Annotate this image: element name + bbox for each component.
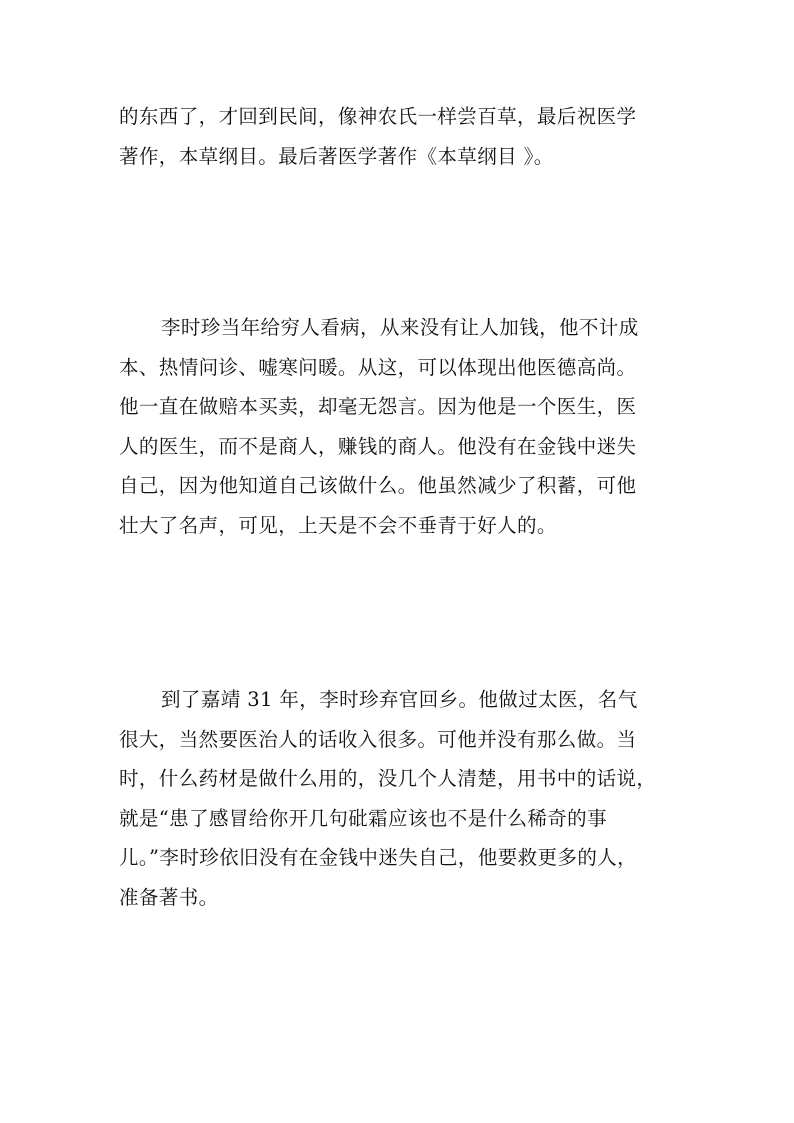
text-line: 著作，本草纲目。最后著医学著作《本草纲目 》。	[119, 144, 554, 168]
text-line: 到了嘉靖 31 年，李时珍弃官回乡。他做过太医，名气	[161, 688, 638, 711]
paragraph-1	[119, 97, 681, 176]
text-line: 准备著书。	[119, 885, 219, 909]
text-line: 自己，因为他知道自己该做什么。他虽然减少了积蓄，可他	[119, 474, 637, 497]
text-line: 人的医生，而不是商人，赚钱的商人。他没有在金钱中迷失	[119, 434, 637, 458]
text-line: 很大，当然要医治人的话收入很多。可他并没有那么做。当	[119, 727, 637, 751]
paragraph-2	[119, 308, 681, 545]
text-line: 时，什么药材是做什么用的，没几个人清楚，用书中的话说，	[119, 767, 657, 790]
paragraph-3	[119, 680, 681, 917]
text-line: 儿。”李时珍依旧没有在金钱中迷失自己，他要救更多的人，	[119, 846, 638, 869]
text-line: 他一直在做赔本买卖，却毫无怨言。因为他是一个医生，医	[119, 395, 637, 418]
text-line: 本、热情问诊、嘘寒问暖。从这，可以体现出他医德高尚。	[119, 355, 637, 379]
text-line: 就是“患了感冒给你开几句砒霜应该也不是什么稀奇的事	[119, 806, 607, 830]
text-line: 的东西了，才回到民间，像神农氏一样尝百草，最后祝医学	[119, 105, 637, 128]
text-line: 壮大了名声，可见，上天是不会不垂青于好人的。	[119, 513, 557, 537]
text-line: 李时珍当年给穷人看病，从来没有让人加钱，他不计成	[161, 316, 639, 339]
